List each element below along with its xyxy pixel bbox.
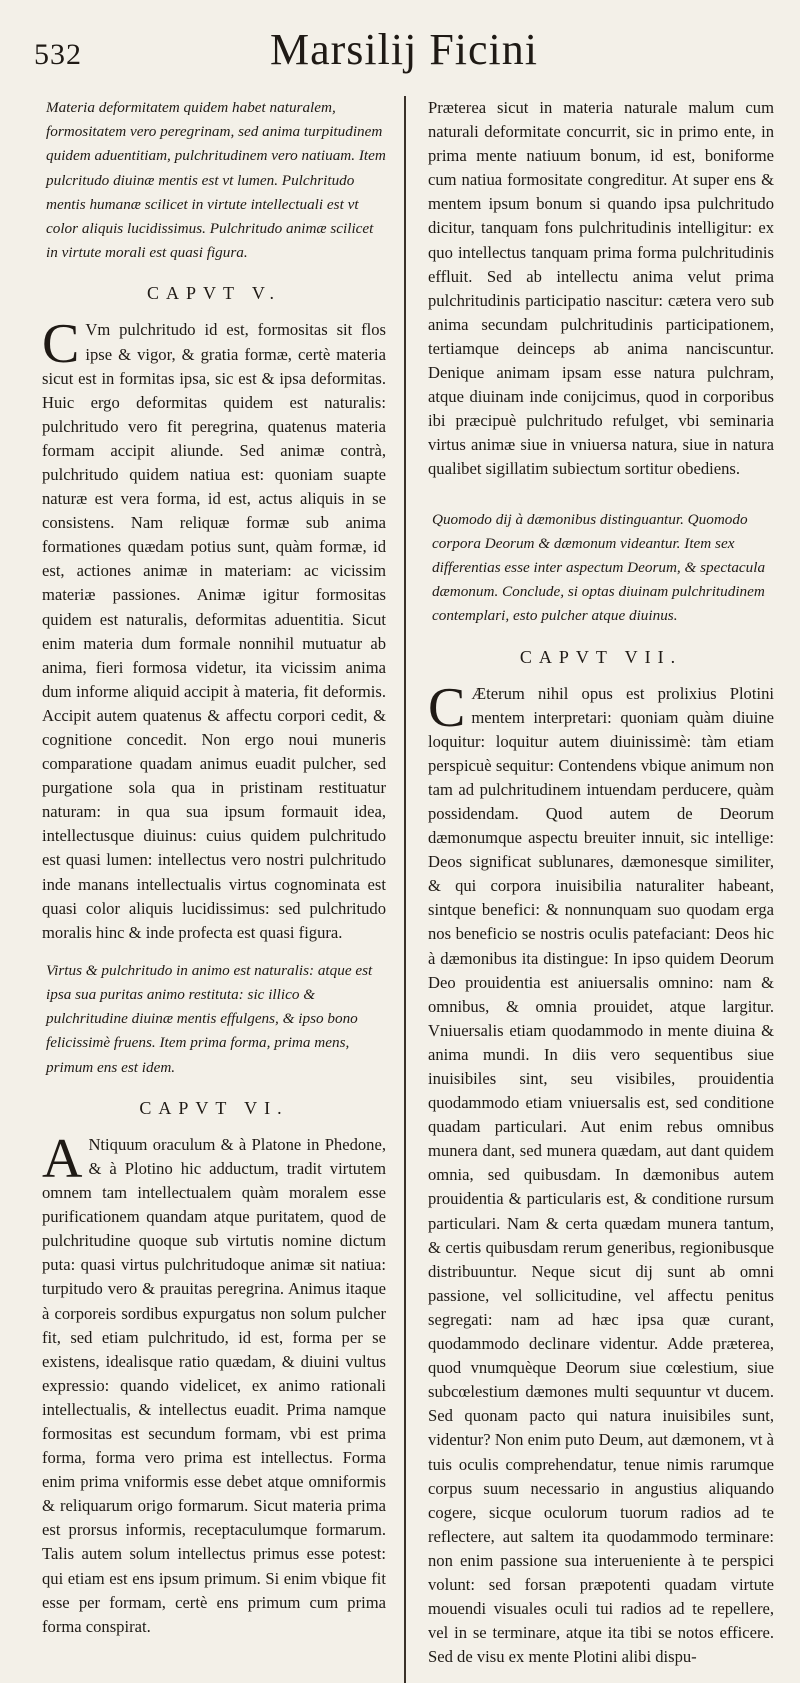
chapter-7-body: Æterum nihil opus est prolixius Plotini mentem interpretari: quoniam quàm diuine loquitur: loquitur autem diuinissimè: tàm etiam perspicuè sequitur: Contendens vbique animum non tam ad pulchritudinem intuendam perducere, quàm possidendam. Quod autem de Deorum dæmonumque aspectu breuiter innuit, sic intellige: Deos significat sublunares, dæmonesque similiter, & qui corpora inuisibilia naturaliter habeant, sintque benefici: & nonnunquam suo quodam erga nos beneficio se nostris oculis patefaciant: Deos hic à dæmonibus ita distingue: In ipso quidem Deorum Deo prouidentia est aniuersalis omnino: nam & omnibus, & omnia prouidet, atque largitur. Vniuersalis etiam quodammodo in mente diuina & anima mundi. In diis vero sequentibus siue inuisibiles sint, seu visibiles, prouidentia quodammodo etiam vniuersalis est, sed conditione quadam particulari. Aut enim rebus omnibus munera dant, sed munera quædam, aut dant quidem omnia, sed quibusdam. In dæmonibus autem prouidentia & particularis est, & conditione rursum particulari. Nam & certa quædam munera tantum, & certis quibusdam rerum generibus, regionibusque distribuuntur. Neque sicut dij sunt ab omni passione, vel sollicitudine, vel affectu penitus segregati: nam ad hæc ipsa quæ curant, quodammodo declinare videntur. Adde præterea, quod vnumquèque Deorum siue cœlestium, siue subcœlestium dæmones multi sequuntur vt ducem. Sed quonam pacto qui natura inuisibiles sunt, videntur? Non enim puto Deum, aut dæmonem, vt à tuis oculis comprehendatur, tenue nimis rarumque corpus suum necessario in angustius aliquando cogere, sicque oculorum tuorum radios ad te reflectere, aut saltem ita quodammodo terminare: non enim passione sua interueniente à te perspici volunt: sed forsan præpotenti quadam virtute mouendi visuales oculi tui radios ad te repellere, vel in se terminare, atque ita tibi se notos efficere. Sed de visu ex mente Plotini alibi dispu- xyxy=(428,683,774,1667)
chapter-6-summary: Virtus & pulchritudo in animo est naturalis: atque est ipsa sua puritas animo restituta: sic illico & pulchritudine diuinæ mentis effulgens, & ipso bono felicissimè fruens. Item prima forma, prima mens, primum ens est idem. xyxy=(46,961,373,1076)
chapter-5-body: Vm pulchritudo id est, formositas sit flos ipse & vigor, & gratia formæ, certè materia sicut est in formitas ipsa, sic est & ipsa deformitas. Huic ergo deformitas quidem est naturalis: pulchritudo vero fit peregrina, quatenus materia formam accipit aliunde. Sed animæ contrà, pulchritudo quidem natiua est: quoniam suapte naturæ est vera forma, id est, actus aliquis in se consistens. Nam reliquæ formæ sub anima formationes quædam potius sunt, quàm formæ, id est, actiones animæ in materiam: ac vicissim materiæ passiones. Animæ igitur formositas quidem est naturalis, deformitas aduentitia. Sicut enim materia dum formale nonnihil mutuatur ab anima, fieri formosa videtur, ita vicissim anima dum informe aliquid accipit à materia, fit deformis. Accipit autem quatenus & affectu corpori cedit, & cognitione concedit. Non ergo noui muneris comparatione quadam animus euadit pulcher, sed purgatione sola qua in pristinam restituatur naturam: in qua sua ipsum formauit idea, intellectusque diuinus: cuius quidem pulchritudo est quasi lumen: intellectus vero nostri pulchritudo inde manans intellectualis virtus cognominata est quasi color aliquis lucidissimus: sed pulchritudo moralis hinc & inde profecta est quasi figura. xyxy=(42,320,386,942)
right-column xyxy=(404,96,778,1683)
chapter-6-dropcap: A xyxy=(42,1127,83,1190)
chapter-6-continued-text: Præterea sicut in materia naturale malum cum naturali deformitate concurrit, sic in primo ente, in prima mente natiuum bonum, id est, boniforme cum natiua formositate congreditur. At super ens & mentem ipsum bonum si quando ipsa pulchritudo dicitur, tanquam fons pulchritudinis intelligitur: ex quo intellectus tanquam prima forma pulchritudinis effluit. Sed ab intellectu anima velut prima pulchritudinis participatio nascitur: cætera vero sub anima secundam pulchritudinis participationem, tertiamque deinceps ab anima nanciscuntur. Denique animam ipsam esse natura pulchram, atque diuinam inde conijcimus, quod in corporibus ibi præcipuè pulchritudo refulget, vbi seminaria virtus animæ siue in vniuersa natura, siue in natura qualibet sigillatim subiectum sortitur obediens. xyxy=(428,98,774,479)
page-number: 532 xyxy=(34,38,82,71)
chapter-6-text xyxy=(42,1127,386,1639)
chapter-6-heading: CAPVT VI. xyxy=(139,1097,289,1118)
chapter-6-body: Ntiquum oraculum & à Platone in Phedone, & à Plotino hic adductum, tradit virtutem omnem tam intellectualem quàm moralem esse purificationem quandam atque puritatem, quod de pulchritudine quoque sub virtutis nomine dictum puta: quasi virtus pulchritudoque animæ sit natiua: turpitudo vero & prauitas peregrina. Animus itaque à corporeis sordibus expurgatus non solum pulcher fit, sed etiam pulchritudo, id est, forma per se existens, idealisque ratio quædam, & diuini vultus expressio: quando videlicet, ex animo rationali intellectualis, & intellectus euadit. Prima namque formositas est secundum formam, vbi est prima forma, forma vero prima est intellectus. Forma enim prima vniformis esse debet atque omniformis & reliquarum origo formarum. Sicut materia prima est prorsus informis, receptaculumque formarum. Talis autem solum intellectus primus esse potest: qui etiam est ens ipsum primum. Si enim vbique fit esse per formam, certè ens primum cum prima forma conspirat. xyxy=(42,1134,386,1636)
chapter-7-summary: Quomodo dij à dæmonibus distinguantur. Quomodo corpora Deorum & dæmonum videantur. Item sex differentias esse inter aspectum Deorum, & spectacula dæmonum. Conclude, si optas diuinam pulchritudinem contemplari, esto pulcher atque diuinus. xyxy=(432,510,766,625)
page-header xyxy=(30,18,778,82)
running-title: Marsilij Ficini xyxy=(270,25,538,74)
chapter-7-text xyxy=(428,676,774,1670)
chapter-7-dropcap: C xyxy=(428,676,466,739)
left-column xyxy=(30,96,404,1683)
chapter-7-heading: CAPVT VII. xyxy=(519,646,683,667)
chapter-5-text xyxy=(42,313,386,944)
chapter-5-dropcap: C xyxy=(42,313,80,376)
chapter-5-summary: Materia deformitatem quidem habet naturalem, formositatem vero peregrinam, sed anima turpitudinem quidem aduentitiam, pulchritudinem vero natiuam. Item pulcritudo diuinæ mentis est vt lumen. Pulchritudo mentis humanæ scilicet in virtute intellectuali est vt color aliquis lucidissimus. Pulchritudo animæ scilicet in virtute morali est quasi figura. xyxy=(46,99,386,262)
chapter-5-heading: CAPVT V. xyxy=(146,283,282,304)
text-columns xyxy=(30,96,778,1683)
